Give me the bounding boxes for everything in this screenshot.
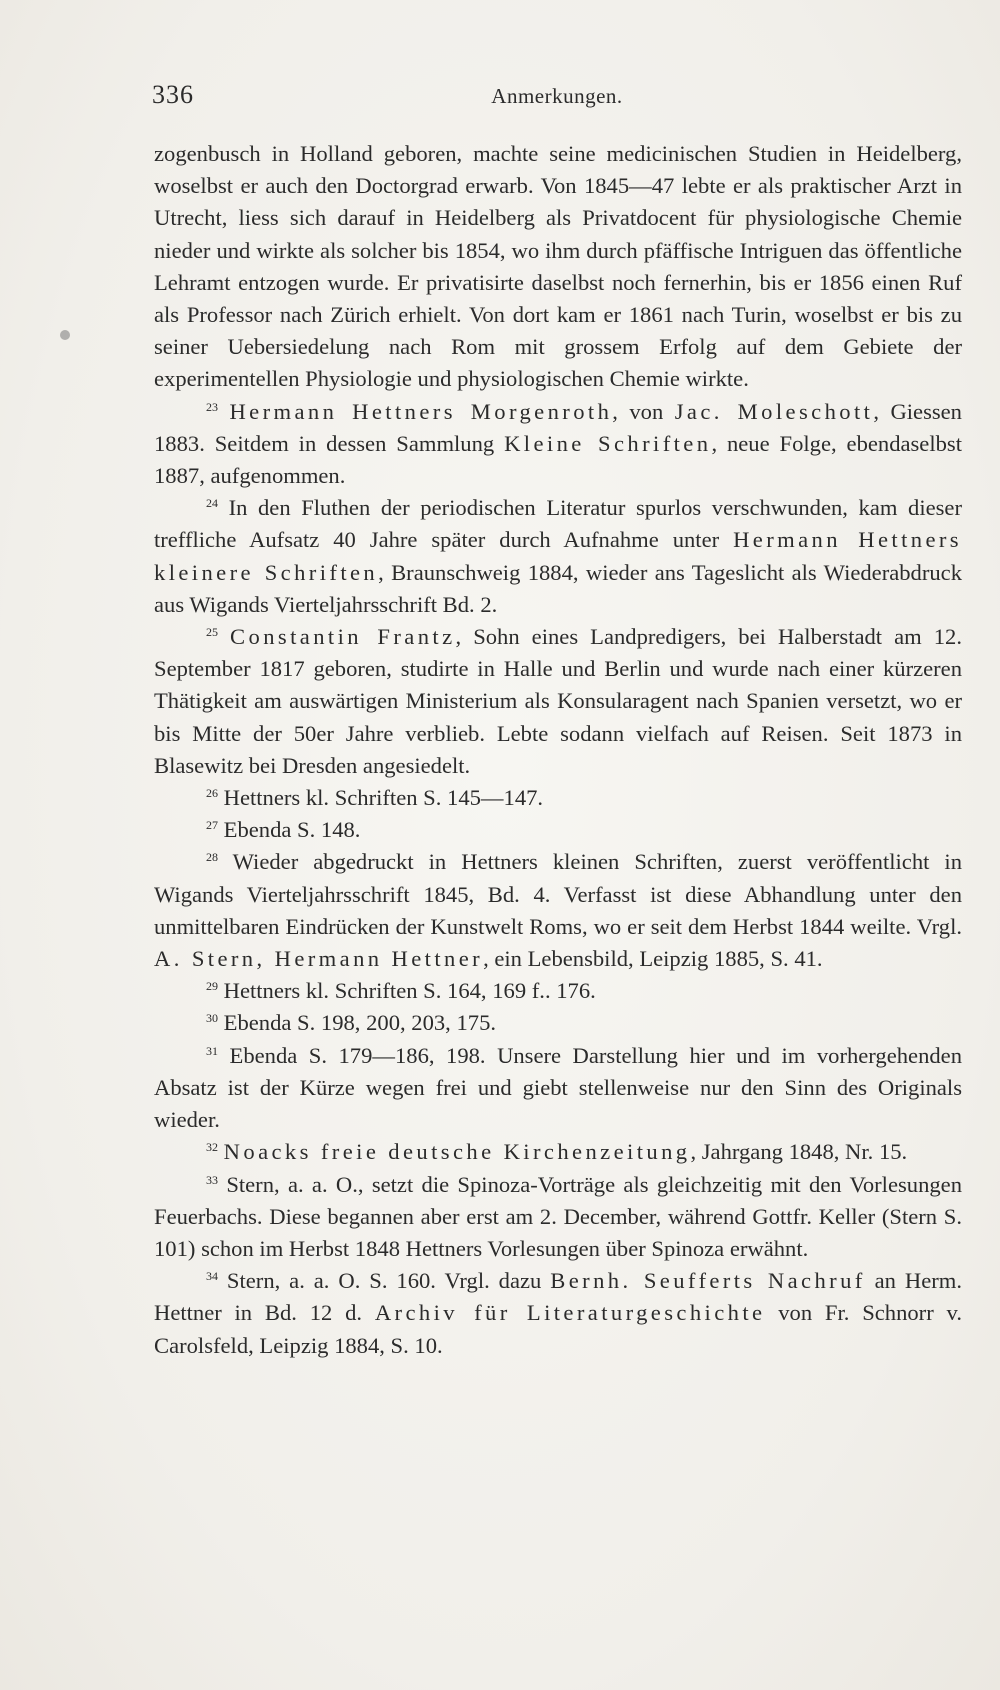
- footnote-number: 33: [206, 1172, 218, 1187]
- footnote-number: 24: [206, 496, 218, 511]
- footnote-text: Ebenda S. 179—186, 198. Unsere Darstellung hier und im vorhergehenden Absatz ist der Kürze wegen frei und giebt stellenweise nur den Sinn des Originals wieder.: [154, 1042, 962, 1133]
- footnote-text: In den Fluthen der periodischen Literatur spurlos verschwunden, kam dieser treffliche Aufsatz 40 Jahre später durch Aufnahme unter: [154, 495, 962, 553]
- footnote-text: Stern, a. a. O., setzt die Spinoza-Vorträge als gleichzeitig mit den Vorlesungen Feuerbachs. Diese begannen aber erst am 2. December, während Gottfr. Keller (Stern S. 101) schon im Herbst 1848 Hettners Vorlesungen über Spinoza erwähnt.: [154, 1171, 962, 1261]
- body-text: [154, 138, 962, 1362]
- footnote-number: 26: [206, 786, 218, 801]
- footnote-number: 34: [206, 1269, 218, 1284]
- footnote-text: , neue Folge, ebendaselbst 1887, aufgenommen.: [154, 430, 962, 489]
- footnote-28: [154, 846, 962, 975]
- footnote-text: , von: [612, 398, 675, 424]
- footnote-number: 31: [206, 1043, 218, 1058]
- footnote-text: Hettners kl. Schriften S. 164, 169 f.. 176.: [223, 978, 596, 1004]
- footnote-number: 30: [206, 1011, 218, 1026]
- footnote-31: [154, 1040, 962, 1137]
- footnote-number: 32: [206, 1140, 218, 1155]
- footnote-spaced-text: Kleine Schriften: [504, 430, 712, 456]
- footnote-34: [154, 1265, 962, 1362]
- footnote-number: 25: [206, 625, 218, 640]
- page-number: 336: [152, 80, 194, 109]
- footnote-text: , Sohn eines Landpredigers, bei Halberstadt am 12. September 1817 geboren, studirte in Halle und Berlin und wurde nach einer kürzeren Thätigkeit am auswärtigen Ministerium als Konsularagent nach Spanien versetzt, wo er bis Mitte der 50er Jahre verblieb. Lebte sodann vielfach auf Reisen. Seit 1873 in Blasewitz bei Dresden angesiedelt.: [154, 624, 962, 778]
- footnote-spaced-text: Hermann Hettners kleinere Schriften: [154, 527, 963, 585]
- footnote-spaced-text: Bernh. Seufferts Nachruf: [550, 1268, 866, 1294]
- footnote-spaced-text: Hermann Hettners Morgenroth: [229, 398, 613, 424]
- footnote-text: Stern, a. a. O. S. 160. Vrgl. dazu: [226, 1268, 551, 1294]
- footnote-spaced-text: Noacks freie deutsche Kirchenzeitung: [223, 1139, 691, 1165]
- footnote-26: [154, 782, 962, 814]
- continued-paragraph: zogenbusch in Holland geboren, machte seine medicinischen Studien in Heidelberg, woselbst er auch den Doctorgrad erwarb. Von 1845—47 lebte er als praktischer Arzt in Utrecht, liess sich darauf in Heidelberg als Privatdocent für physiologische Chemie nieder und wirkte als solcher bis 1854, wo ihm durch pfäffische Intriguen das öffentliche Lehramt entzogen wurde. Er privatisirte daselbst noch fernerhin, bis er 1856 einen Ruf als Professor nach Zürich erhielt. Von dort kam er 1861 nach Turin, woselbst er bis zu seiner Uebersiedelung nach Rom mit grossem Erfolg auf dem Gebiete der experimentellen Physiologie und physiologischen Chemie wirkte.: [154, 141, 962, 392]
- footnote-text: Ebenda S. 198, 200, 203, 175.: [223, 1010, 497, 1036]
- footnote-23: [154, 396, 962, 493]
- footnote-spaced-text: Archiv für Literaturgeschichte: [374, 1300, 766, 1326]
- footnote-30: [154, 1007, 962, 1039]
- footnote-number: 23: [206, 399, 218, 414]
- page-header: [152, 80, 962, 116]
- footnote-text: Wieder abgedruckt in Hettners kleinen Schriften, zuerst veröffentlicht in Wigands Vierteljahrsschrift 1845, Bd. 4. Verfasst ist diese Abhandlung unter den unmittelbaren Eindrücken der Kunstwelt Roms, wo er seit dem Herbst 1844 weilte. Vrgl.: [154, 849, 963, 939]
- footnote-number: 28: [206, 850, 218, 865]
- footnote-text: , Giessen 1883. Seitdem in dessen Sammlung: [154, 398, 962, 456]
- footnote-number: 29: [206, 979, 218, 994]
- footnote-27: [154, 814, 962, 846]
- footnote-text: an Herm. Hettner in Bd. 12 d.: [154, 1268, 962, 1326]
- footnote-number: 27: [206, 818, 218, 833]
- footnote-text: von Fr. Schnorr v. Carolsfeld, Leipzig 1884, S. 10.: [154, 1300, 962, 1358]
- footnote-text: Ebenda S. 148.: [223, 817, 361, 843]
- footnote-spaced-text: Constantin Frantz: [230, 624, 456, 650]
- footnote-32: [154, 1136, 962, 1168]
- footnote-24: [154, 492, 962, 621]
- footnote-25: [154, 621, 962, 782]
- footnote-text: , Jahrgang 1848, Nr. 15.: [690, 1139, 908, 1165]
- footnote-spaced-text: A. Stern, Hermann Hettner: [154, 946, 484, 972]
- footnote-29: [154, 975, 962, 1007]
- ink-spot: [60, 330, 70, 340]
- running-head: Anmerkungen.: [491, 84, 623, 108]
- footnote-text: , ein Lebensbild, Leipzig 1885, S. 41.: [483, 946, 823, 972]
- footnote-33: [154, 1169, 962, 1266]
- footnote-text: Hettners kl. Schriften S. 145—147.: [223, 785, 544, 811]
- footnote-text: , Braunschweig 1884, wieder ans Tageslicht als Wiederabdruck aus Wigands Vierteljahrsschrift Bd. 2.: [154, 559, 962, 617]
- footnote-spaced-text: Jac. Moleschott: [674, 398, 874, 424]
